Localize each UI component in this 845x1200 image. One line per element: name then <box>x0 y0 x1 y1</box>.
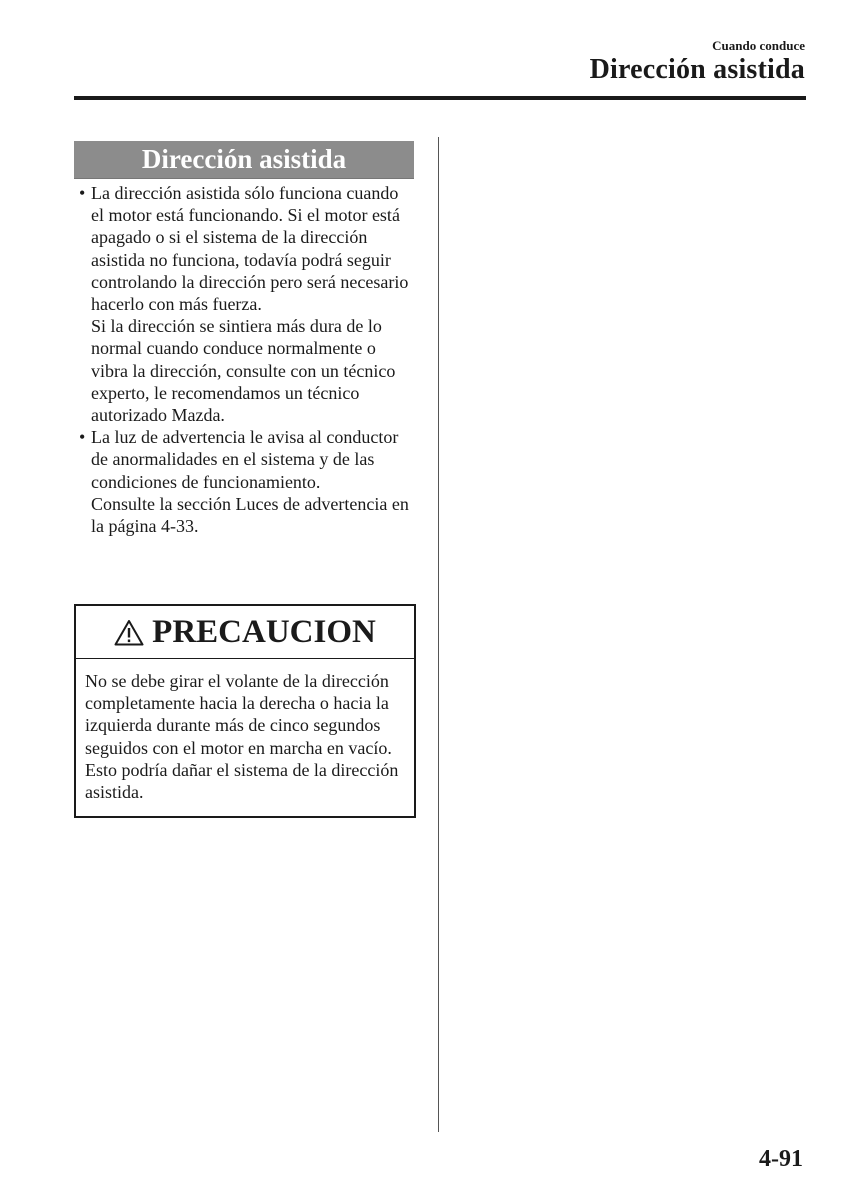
paragraph: La dirección asistida sólo funciona cuando el motor está funcionando. Si el motor está apagado o si el sistema de la dirección asistida no funciona, todavía podrá seguir controlando la dirección pero será necesario hacerlo con más fuerza. <box>91 183 409 315</box>
section-title: Dirección asistida <box>141 144 347 174</box>
paragraph: Si la dirección se sintiera más dura de lo normal cuando conduce normalmente o vibra la dirección, consulte con un técnico experto, le recomendamos un técnico autorizado Mazda. <box>91 316 396 426</box>
paragraph: La luz de advertencia le avisa al conductor de anormalidades en el sistema y de las condiciones de funcionamiento. <box>91 427 399 492</box>
bullet-list <box>79 182 415 537</box>
paragraph: Consulte la sección Luces de advertencia en la página 4-33. <box>91 493 409 537</box>
page-number: 4-91 <box>759 1146 803 1172</box>
bullet-mark: • <box>79 183 86 203</box>
section-title-banner <box>74 141 414 179</box>
list-item <box>79 182 415 426</box>
header-section-label: Cuando conduce <box>712 38 805 53</box>
list-item <box>79 426 415 537</box>
caution-header <box>76 606 414 659</box>
warning-triangle-icon <box>114 619 144 646</box>
caution-title: PRECAUCION <box>152 613 376 650</box>
caution-text: No se debe girar el volante de la dirección completamente hacia la derecha o hacia la izquierda durante más de cinco segundos seguidos con el motor en marcha en vacío. Esto podría dañar el sistema de la dirección asistida. <box>85 671 399 803</box>
column-divider <box>438 137 439 1132</box>
caution-box <box>74 604 416 818</box>
header-title: Dirección asistida <box>589 54 805 85</box>
header-rule <box>74 96 806 100</box>
bullet-mark: • <box>79 427 86 448</box>
